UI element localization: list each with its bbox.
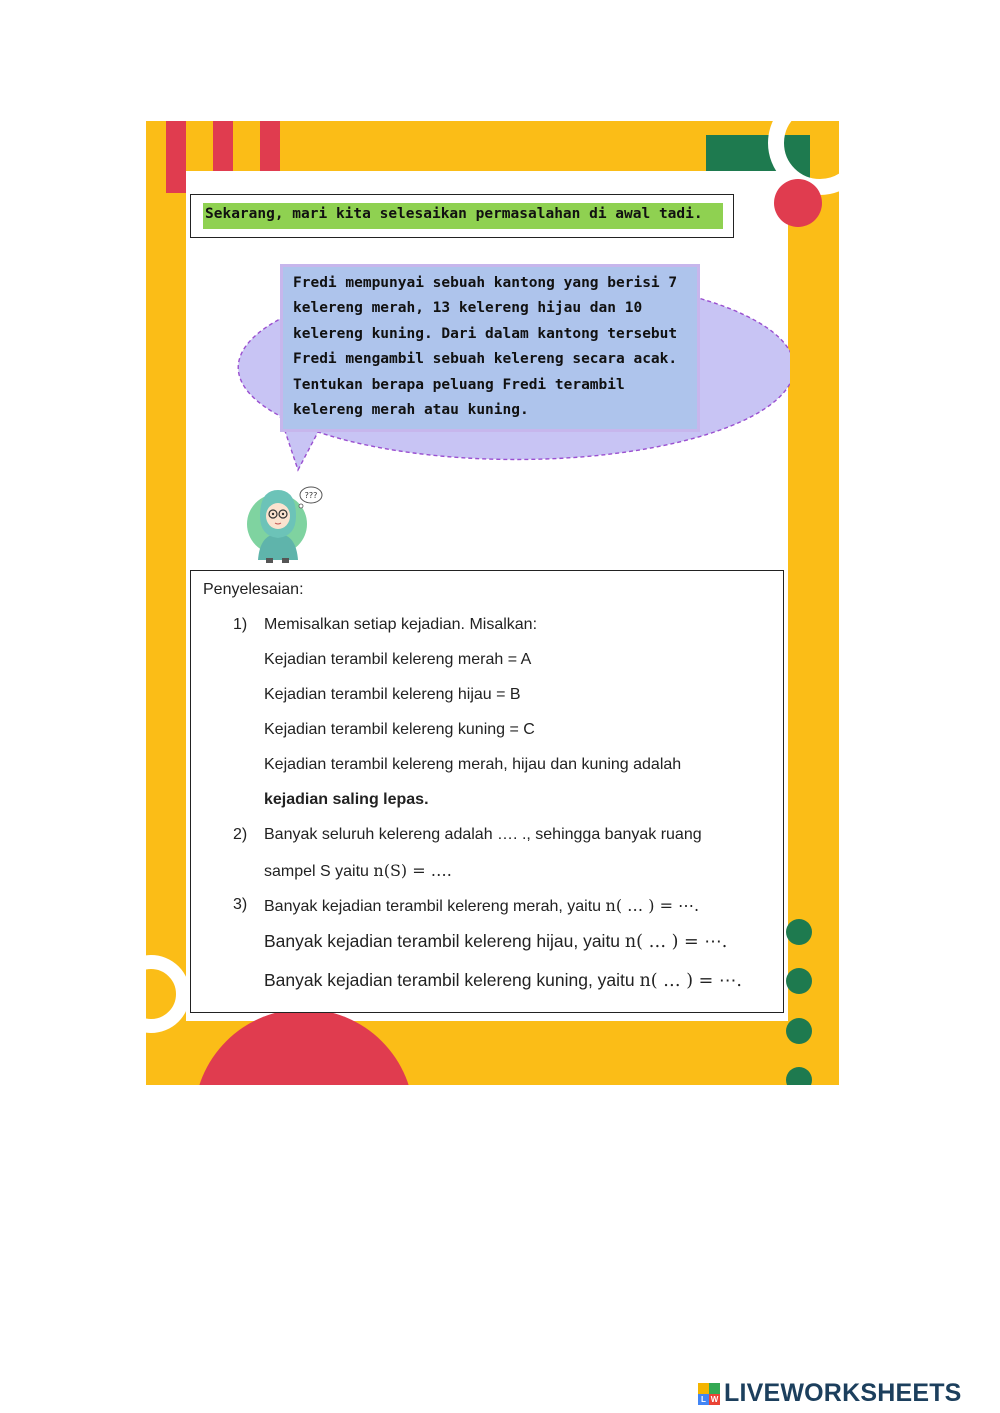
step2-line1: Banyak seluruh kelereng adalah …. ., sehingga banyak ruang bbox=[264, 826, 702, 843]
green-count-input[interactable]: n( … ) = ⋯. bbox=[624, 932, 728, 952]
frame-green-dot bbox=[786, 1018, 812, 1044]
event-a-line: Kejadian terambil kelereng merah = A bbox=[264, 651, 532, 668]
step-number: 2) bbox=[233, 826, 248, 843]
problem-line: Tentukan berapa peluang Fredi terambil bbox=[293, 376, 625, 393]
step3-line2-text: Banyak kejadian terambil kelereng hijau, yaitu bbox=[264, 931, 625, 951]
step3-line2 bbox=[264, 931, 727, 952]
event-c-line: Kejadian terambil kelereng kuning = C bbox=[264, 721, 535, 738]
problem-line: Fredi mempunyai sebuah kantong yang berisi 7 bbox=[293, 275, 678, 291]
frame-green-dot bbox=[786, 968, 812, 994]
heading-box bbox=[190, 194, 734, 238]
step1-text: Memisalkan setiap kejadian. Misalkan: bbox=[264, 616, 538, 633]
mutually-exclusive-line: Kejadian terambil kelereng merah, hijau dan kuning adalah bbox=[264, 756, 682, 773]
logo-icon: L W bbox=[698, 1383, 720, 1405]
problem-line: Fredi mengambil sebuah kelereng secara acak. bbox=[293, 351, 678, 368]
step2-line2-text: sampel S yaitu bbox=[264, 863, 374, 880]
solution-box bbox=[190, 570, 784, 1013]
step-number: 3) bbox=[233, 896, 248, 913]
step3-line3 bbox=[264, 970, 742, 991]
yellow-count-input[interactable]: n( … ) = ⋯. bbox=[639, 971, 742, 991]
solution-title: Penyelesaian: bbox=[203, 581, 304, 598]
step3-line3-text: Banyak kejadian terambil kelereng kuning, yaitu bbox=[264, 970, 640, 990]
red-count-input[interactable]: n( … ) = ⋯. bbox=[605, 896, 700, 915]
frame-green-dot bbox=[786, 1067, 812, 1085]
frame-stripe bbox=[166, 121, 186, 193]
frame-red-circle bbox=[774, 179, 822, 227]
problem-line: kelereng merah, 13 kelereng hijau dan 10 bbox=[293, 300, 643, 317]
liveworksheets-logo[interactable] bbox=[698, 1379, 962, 1408]
problem-line: kelereng merah atau kuning. bbox=[293, 402, 529, 419]
frame-white-ring-left bbox=[146, 955, 190, 1033]
heading-text: Sekarang, mari kita selesaikan permasalahan di awal tadi. bbox=[205, 206, 703, 222]
problem-line: kelereng kuning. Dari dalam kantong tersebut bbox=[293, 325, 678, 342]
sample-space-input[interactable]: n(S) = …. bbox=[373, 861, 452, 880]
step-number: 1) bbox=[233, 616, 248, 633]
problem-box bbox=[280, 264, 700, 432]
mutually-exclusive-term: kejadian saling lepas. bbox=[264, 791, 429, 808]
frame-green-dot bbox=[786, 919, 812, 945]
step3-line1-text: Banyak kejadian terambil kelereng merah, yaitu bbox=[264, 898, 606, 915]
step2-line2 bbox=[264, 861, 452, 881]
problem-text bbox=[293, 271, 697, 423]
logo-text: LIVEWORKSHEETS bbox=[724, 1379, 962, 1407]
thought-text: ??? bbox=[304, 491, 318, 500]
step3-line1 bbox=[264, 896, 699, 916]
event-b-line: Kejadian terambil kelereng hijau = B bbox=[264, 686, 521, 703]
thinking-character bbox=[244, 480, 324, 564]
